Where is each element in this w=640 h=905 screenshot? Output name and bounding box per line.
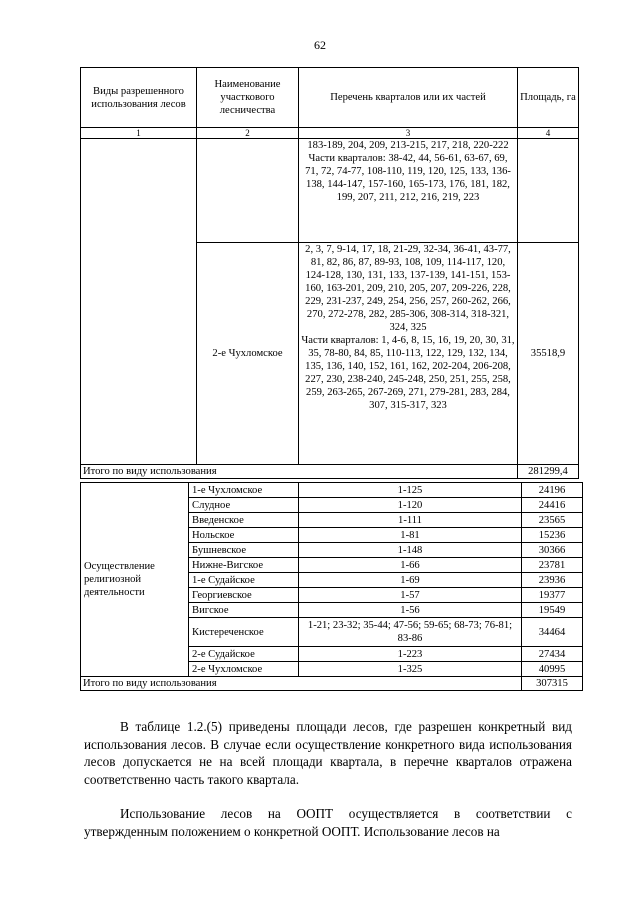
- quarters-cell: 1-120: [299, 498, 522, 513]
- forestry-name: Георгиевское: [189, 588, 299, 603]
- quarters-full: 2, 3, 7, 9-14, 17, 18, 21-29, 32-34, 36-41, 43-77, 81, 82, 86, 87, 89-93, 108, 109, 114-117, 120, 124-128, 130, 131, 133, 137-139, 141-151, 153-160, 163-201, 209, 210, 205, 207, 209-226, 228, 229, 231-237, 249, 254, 256, 257, 260-262, 266, 270, 272-278, 282, 285-306, 308-314, 318-321, 324, 325: [305, 244, 511, 333]
- quarters-cell: 1-66: [299, 558, 522, 573]
- forestry-cell-empty: [197, 139, 299, 243]
- quarters-cell: 1-57: [299, 588, 522, 603]
- quarters-list-cell: [299, 243, 518, 465]
- forestry-name: 2-е Судайское: [189, 647, 299, 662]
- quarters-parts: Части кварталов: 38-42, 44, 56-61, 63-67, 69, 71, 72, 74-77, 108-110, 119, 120, 125, 133, 136-138, 144-147, 157-160, 165-173, 176, 181, 182, 199, 207, 211, 212, 216, 219, 223: [305, 153, 511, 203]
- quarters-full: 183-189, 204, 209, 213-215, 217, 218, 220-222: [307, 140, 509, 151]
- header-area: Площадь, га: [518, 68, 579, 128]
- col-number-3: 3: [299, 128, 518, 139]
- table-row: [81, 483, 583, 498]
- header-kind: Виды разрешенного использования лесов: [81, 68, 197, 128]
- area-cell: 34464: [522, 618, 583, 647]
- quarters-cell: 1-69: [299, 573, 522, 588]
- forestry-name: Нольское: [189, 528, 299, 543]
- religious-table: [80, 482, 583, 691]
- forestry-name: Введенское: [189, 513, 299, 528]
- paragraph-1: В таблице 1.2.(5) приведены площади лесов, где разрешен конкретный вид использования лесов. В случае если осуществление конкретного вида использования лесов допускается не на всей площади квартала, в перечне кварталов отражена соответственно часть такого квартала.: [84, 719, 572, 787]
- quarters-cell: 1-111: [299, 513, 522, 528]
- total-label: Итого по виду использования: [81, 465, 518, 479]
- area-cell-empty: [518, 139, 579, 243]
- forestry-name: Вигское: [189, 603, 299, 618]
- col-number-4: 4: [518, 128, 579, 139]
- forestry-name: Бушневское: [189, 543, 299, 558]
- forestry-name: Нижне-Вигское: [189, 558, 299, 573]
- total-value: 307315: [522, 677, 583, 691]
- col-number-1: 1: [81, 128, 197, 139]
- forestry-name: 2-е Чухломское: [189, 662, 299, 677]
- total-value: 281299,4: [518, 465, 579, 479]
- page-number: 62: [314, 38, 326, 52]
- total-row: [81, 677, 583, 691]
- quarters-cell: 1-81: [299, 528, 522, 543]
- forestry-name: Слудное: [189, 498, 299, 513]
- quarters-cell: 1-148: [299, 543, 522, 558]
- area-cell: 19549: [522, 603, 583, 618]
- area-cell: 24416: [522, 498, 583, 513]
- area-cell: 27434: [522, 647, 583, 662]
- forestry-area: 35518,9: [518, 243, 579, 465]
- forestry-name: 2-е Чухломское: [197, 243, 299, 465]
- forestry-name: Кистереченское: [189, 618, 299, 647]
- total-label: Итого по виду использования: [81, 677, 522, 691]
- area-cell: 40995: [522, 662, 583, 677]
- kind-cell-empty: [81, 139, 197, 465]
- quarters-cell: 1-325: [299, 662, 522, 677]
- area-cell: 23565: [522, 513, 583, 528]
- area-cell: 23781: [522, 558, 583, 573]
- header-forestry: Наименование участкового лесничества: [197, 68, 299, 128]
- kind-cell: Осуществление религиозной деятельности: [81, 483, 189, 677]
- area-cell: 23936: [522, 573, 583, 588]
- quarters-cell: 1-21; 23-32; 35-44; 47-56; 59-65; 68-73; 76-81; 83-86: [299, 618, 522, 647]
- quarters-cell: 1-125: [299, 483, 522, 498]
- quarters-cell: 1-56: [299, 603, 522, 618]
- quarters-parts: Части кварталов: 1, 4-6, 8, 15, 16, 19, 20, 30, 31, 35, 78-80, 84, 85, 110-113, 122, 129, 132, 134, 135, 136, 140, 152, 161, 162, 202-204, 206-208, 227, 230, 238-240, 245-248, 250, 251, 255, 258, 259, 263-265, 267-269, 271, 279-281, 283, 284, 307, 315-317, 323: [301, 335, 515, 411]
- forestry-name: 1-е Судайское: [189, 573, 299, 588]
- quarters-cell: 1-223: [299, 647, 522, 662]
- header-quarters: Перечень кварталов или их частей: [299, 68, 518, 128]
- area-cell: 19377: [522, 588, 583, 603]
- area-cell: 15236: [522, 528, 583, 543]
- paragraph-2: Использование лесов на ООПТ осуществляется в соответствии с утвержденным положением о конкретной ООПТ. Использование лесов на: [84, 806, 572, 839]
- area-cell: 24196: [522, 483, 583, 498]
- quarters-table: [80, 67, 579, 479]
- area-cell: 30366: [522, 543, 583, 558]
- forestry-name: 1-е Чухломское: [189, 483, 299, 498]
- col-number-2: 2: [197, 128, 299, 139]
- quarters-list-cell: [299, 139, 518, 243]
